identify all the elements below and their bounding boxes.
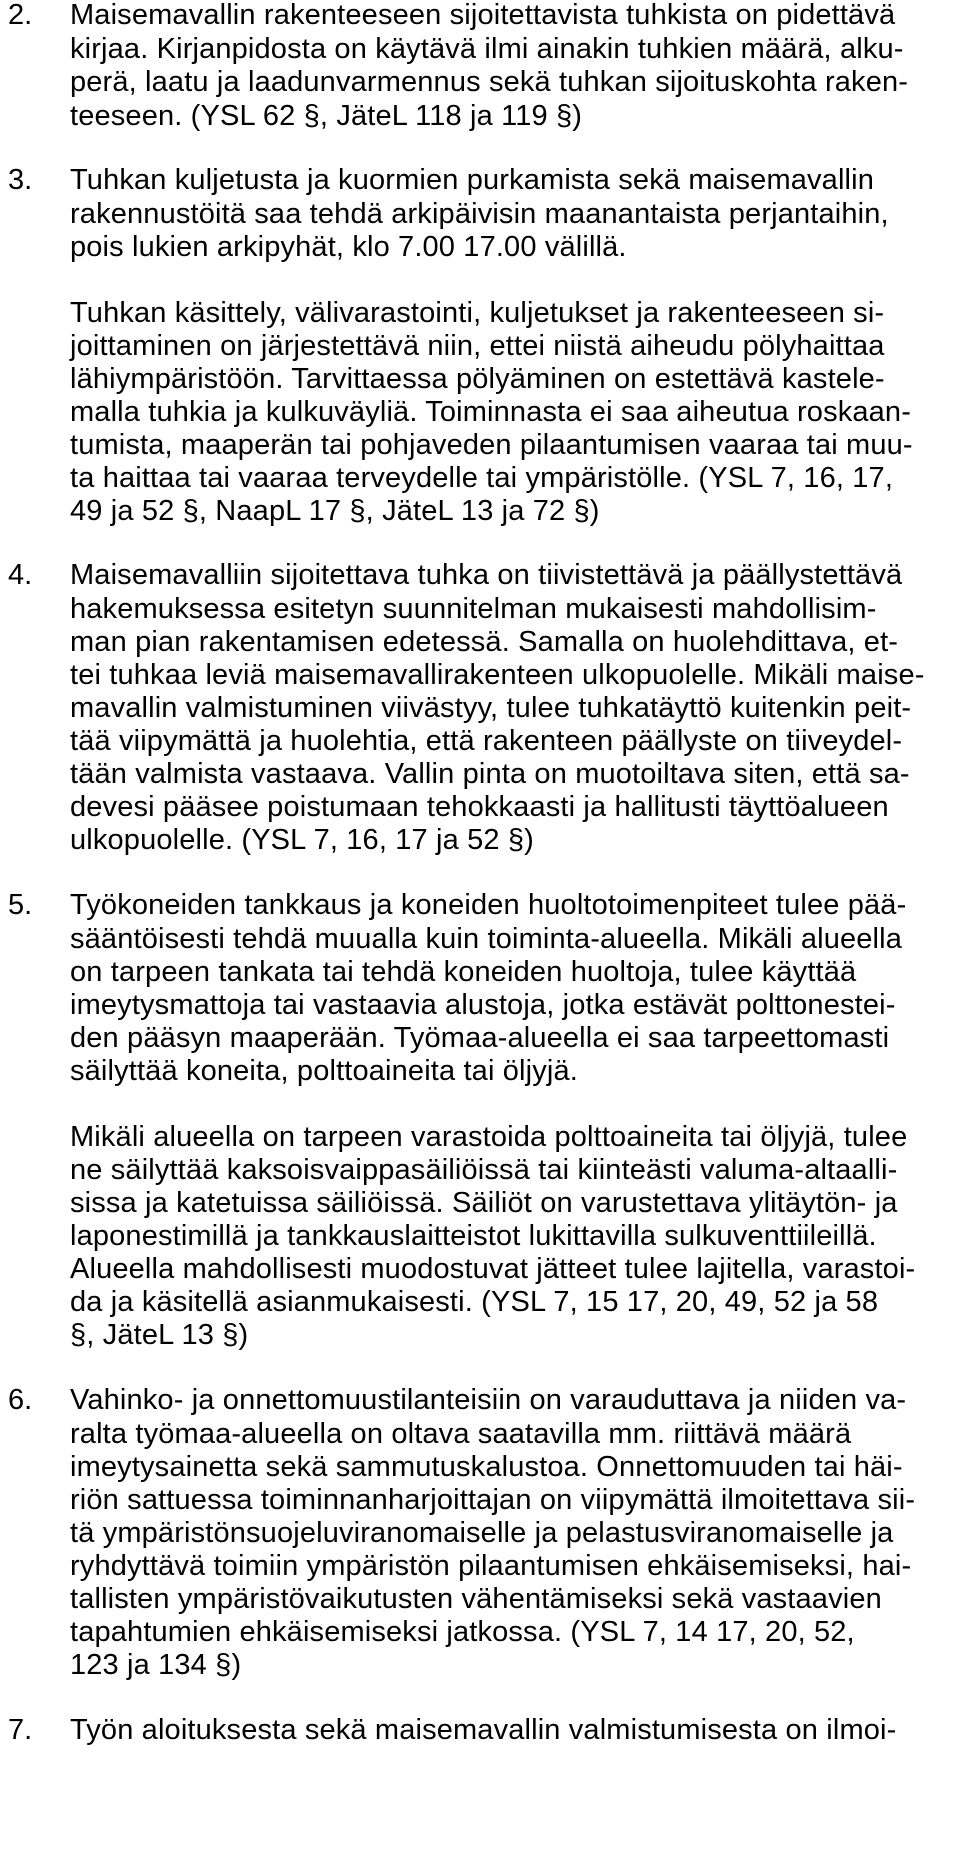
- text-line: Tuhkan kuljetusta ja kuormien purkamista sekä maisemavallin: [70, 164, 875, 196]
- text-line: tallisten ympäristövaikutusten vähentämiseksi sekä vastaavien: [70, 1583, 882, 1615]
- text-line: tään valmista vastaava. Vallin pinta on muotoiltava siten, että sa-: [70, 758, 910, 790]
- item-number: 3.: [8, 164, 33, 196]
- text-line: tapahtumien ehkäisemiseksi jatkossa. (YSL 7, 14 17, 20, 52,: [70, 1616, 855, 1648]
- text-line: 123 ja 134 §): [70, 1649, 242, 1681]
- text-line: tä ympäristönsuojeluviranomaiselle ja pelastusviranomaiselle ja: [70, 1517, 894, 1549]
- text-line: perä, laatu ja laadunvarmennus sekä tuhkan sijoituskohta raken-: [70, 66, 909, 98]
- text-line: säilyttää koneita, polttoaineita tai öljyjä.: [70, 1055, 578, 1087]
- text-line: Tuhkan käsittely, välivarastointi, kuljetukset ja rakenteeseen si-: [70, 297, 885, 329]
- text-line: laponestimillä ja tankkauslaitteistot lukittavilla sulkuventtiileillä.: [70, 1220, 877, 1252]
- text-line: mavallin valmistuminen viivästyy, tulee tuhkatäyttö kuitenkin peit-: [70, 692, 912, 724]
- item-number: 2.: [8, 0, 33, 31]
- text-line: da ja käsitellä asianmukaisesti. (YSL 7, 15 17, 20, 49, 52 ja 58: [70, 1286, 879, 1318]
- text-line: tää viipymättä ja huolehtia, että rakenteen päällyste on tiiveydel-: [70, 725, 903, 757]
- item-number: 4.: [8, 559, 33, 591]
- text-line: lähiympäristöön. Tarvittaessa pölyäminen on estettävä kastele-: [70, 363, 885, 395]
- text-line: rakennustöitä saa tehdä arkipäivisin maanantaista perjantaihin,: [70, 198, 889, 230]
- text-line: malla tuhkia ja kulkuväyliä. Toiminnasta ei saa aiheutua roskaan-: [70, 396, 912, 428]
- text-line: ne säilyttää kaksoisvaippasäiliöissä tai kiinteästi valuma-altaalli-: [70, 1154, 898, 1186]
- text-line: 49 ja 52 §, NaapL 17 §, JäteL 13 ja 72 §): [70, 495, 600, 527]
- text-line: ulkopuolelle. (YSL 7, 16, 17 ja 52 §): [70, 824, 534, 856]
- text-line: tei tuhkaa leviä maisemavallirakenteen ulkopuolelle. Mikäli maise-: [70, 659, 925, 691]
- text-line: teeseen. (YSL 62 §, JäteL 118 ja 119 §): [70, 100, 583, 132]
- text-line: imeytysmattoja tai vastaavia alustoja, jotka estävät polttonestei-: [70, 989, 896, 1021]
- text-line: §, JäteL 13 §): [70, 1319, 249, 1351]
- text-line: hakemuksessa esitetyn suunnitelman mukaisesti mahdollisim-: [70, 593, 877, 625]
- text-line: kirjaa. Kirjanpidosta on käytävä ilmi ainakin tuhkien määrä, alku-: [70, 33, 904, 65]
- text-line: riön sattuessa toiminnanharjoittajan on viipymättä ilmoitettava sii-: [70, 1484, 916, 1516]
- text-line: Mikäli alueella on tarpeen varastoida polttoaineita tai öljyjä, tulee: [70, 1121, 908, 1153]
- text-line: ralta työmaa-alueella on oltava saatavilla mm. riittävä määrä: [70, 1418, 852, 1450]
- text-line: Työn aloituksesta sekä maisemavallin valmistumisesta on ilmoi-: [70, 1714, 897, 1746]
- item-number: 5.: [8, 889, 33, 921]
- text-line: tumista, maaperän tai pohjaveden pilaantumisen vaaraa tai muu-: [70, 429, 913, 461]
- text-line: imeytysainetta sekä sammutuskalustoa. Onnettomuuden tai häi-: [70, 1451, 903, 1483]
- text-line: Työkoneiden tankkaus ja koneiden huoltotoimenpiteet tulee pää-: [70, 889, 907, 921]
- text-line: pois lukien arkipyhät, klo 7.00 17.00 välillä.: [70, 231, 627, 263]
- text-line: joittaminen on järjestettävä niin, ettei niistä aiheudu pölyhaittaa: [70, 330, 885, 362]
- text-line: devesi pääsee poistumaan tehokkaasti ja hallitusti täyttöalueen: [70, 791, 889, 823]
- text-line: ta haittaa tai vaaraa terveydelle tai ympäristölle. (YSL 7, 16, 17,: [70, 462, 894, 494]
- text-line: Alueella mahdollisesti muodostuvat jätteet tulee lajitella, varastoi-: [70, 1253, 916, 1285]
- text-line: sissa ja katetuissa säiliöissä. Säiliöt on varustettava ylitäytön- ja: [70, 1187, 898, 1219]
- text-line: man pian rakentamisen edetessä. Samalla on huolehdittava, et-: [70, 626, 899, 658]
- text-line: on tarpeen tankata tai tehdä koneiden huoltoja, tulee käyttää: [70, 956, 857, 988]
- text-line: Maisemavalliin sijoitettava tuhka on tiivistettävä ja päällystettävä: [70, 559, 903, 591]
- text-line: Maisemavallin rakenteeseen sijoitettavista tuhkista on pidettävä: [70, 0, 896, 31]
- text-line: den pääsyn maaperään. Työmaa-alueella ei saa tarpeettomasti: [70, 1022, 890, 1054]
- text-line: sääntöisesti tehdä muualla kuin toiminta-alueella. Mikäli alueella: [70, 923, 903, 955]
- item-number: 6.: [8, 1384, 33, 1416]
- item-number: 7.: [8, 1714, 33, 1746]
- text-line: ryhdyttävä toimiin ympäristön pilaantumisen ehkäisemiseksi, hai-: [70, 1550, 912, 1582]
- text-line: Vahinko- ja onnettomuustilanteisiin on varauduttava ja niiden va-: [70, 1384, 907, 1416]
